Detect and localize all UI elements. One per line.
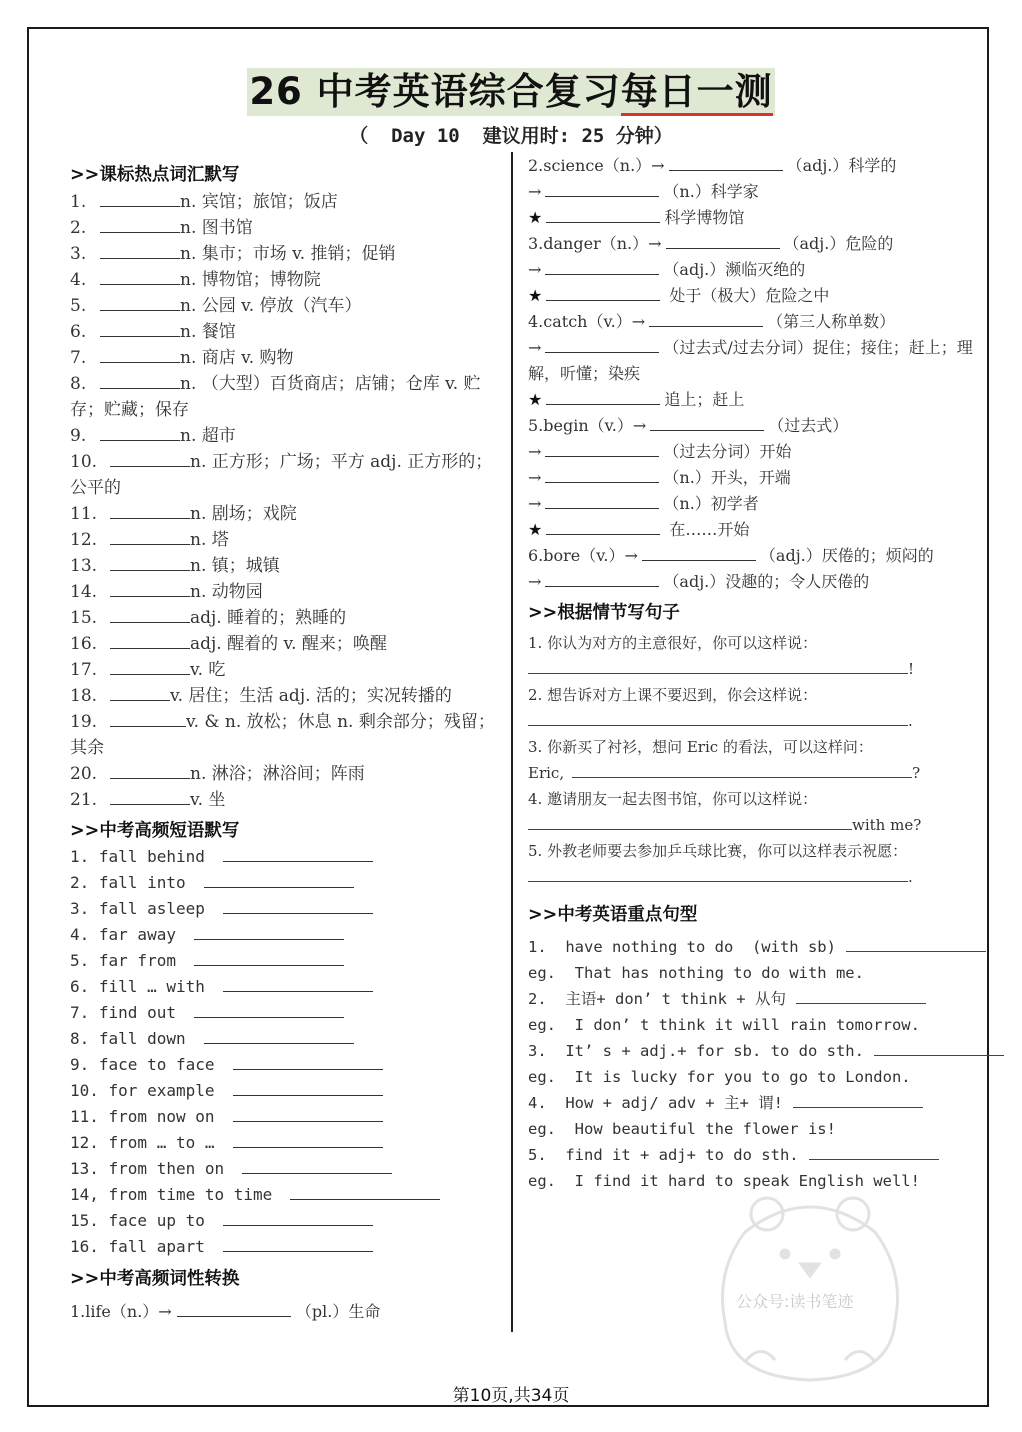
- pattern-line: [528, 934, 978, 960]
- vocab-meaning: n. 剧场；戏院: [190, 504, 297, 524]
- item-number: 10.: [70, 452, 98, 472]
- wordform-meaning: （n.）科学家: [663, 182, 759, 201]
- vocab-item: [70, 422, 502, 448]
- answer-blank[interactable]: [649, 308, 763, 327]
- wordform-meaning: （过去式）: [768, 416, 849, 435]
- phrase-text: 5. far from: [70, 951, 176, 970]
- vocab-item: [70, 760, 502, 786]
- item-number: 18.: [70, 686, 98, 706]
- watermark-text: 公众号:读书笔迹: [736, 1292, 854, 1311]
- item-number: 5.: [70, 296, 87, 316]
- star-icon: ★: [528, 286, 543, 305]
- wordform-stem: 4.catch（v.）→: [528, 312, 646, 331]
- answer-blank[interactable]: [223, 896, 373, 914]
- phrase-item: [70, 1052, 502, 1078]
- phrase-item: [70, 1182, 502, 1208]
- wordform-row: [528, 542, 978, 568]
- phrase-list: [70, 844, 502, 1260]
- wordform-row: [528, 386, 978, 412]
- answer-blank[interactable]: [642, 542, 756, 561]
- vocab-item: [70, 500, 502, 526]
- pattern-line: [528, 986, 978, 1012]
- sentence-tail: !: [908, 660, 915, 678]
- phrase-item: [70, 870, 502, 896]
- answer-blank[interactable]: [100, 344, 180, 363]
- vocab-meaning: n. 塔: [190, 530, 229, 550]
- vocab-meaning: n. 超市: [180, 426, 236, 446]
- wordform-stem: →: [528, 572, 542, 591]
- wordform-meaning: 在……开始: [664, 520, 750, 539]
- phrase-text: 15. face up to: [70, 1211, 205, 1230]
- wordform-row: [528, 282, 978, 308]
- phrase-item: [70, 1208, 502, 1234]
- phrase-text: 2. fall into: [70, 873, 186, 892]
- vocab-item: [70, 292, 502, 318]
- wordform-row: [528, 490, 978, 516]
- vocab-item: [70, 188, 502, 214]
- answer-blank[interactable]: [809, 1143, 939, 1160]
- answer-blank[interactable]: [545, 490, 659, 509]
- answer-blank[interactable]: [223, 844, 373, 862]
- answer-blank[interactable]: [110, 526, 190, 545]
- sentence-heading: >>根据情节写句子: [528, 603, 680, 623]
- phrase-item: [70, 1026, 502, 1052]
- vocab-meaning: n. 镇；城镇: [190, 556, 280, 576]
- answer-blank[interactable]: [100, 266, 180, 285]
- phrase-text: 7. find out: [70, 1003, 176, 1022]
- wordform-row: [528, 230, 978, 256]
- vocab-item: [70, 708, 502, 760]
- phrase-heading: >>中考高频短语默写: [70, 821, 240, 841]
- vocab-meaning: n. 淋浴；淋浴间；阵雨: [190, 764, 365, 784]
- right-column: [528, 152, 978, 1194]
- vocab-meaning: n. 公园 v. 停放（汽车）: [180, 296, 362, 316]
- answer-blank[interactable]: [545, 334, 659, 353]
- wordform-stem: →: [528, 260, 542, 279]
- star-icon: ★: [528, 208, 543, 227]
- answer-blank[interactable]: [546, 204, 660, 223]
- answer-blank[interactable]: [100, 370, 180, 389]
- item-number: 6.: [70, 322, 87, 342]
- answer-blank[interactable]: [223, 1208, 373, 1226]
- vocab-meaning: n. 宾馆；旅馆；饭店: [180, 192, 338, 212]
- answer-blank[interactable]: [100, 318, 180, 337]
- answer-blank[interactable]: [546, 386, 660, 405]
- pattern-text: 2. 主语+ don’ t think + 从句: [528, 990, 786, 1008]
- pattern-text: 3. It’ s + adj.+ for sb. to do sth.: [528, 1042, 864, 1060]
- bear-watermark-icon: [705, 1192, 915, 1382]
- phrase-text: 9. face to face: [70, 1055, 215, 1074]
- sentence-prompt: 3. 你新买了衬衫，想问 Eric 的看法，可以这样问：: [528, 738, 873, 756]
- wordform-meaning: （adj.）没趣的；令人厌倦的: [663, 572, 870, 591]
- phrase-item: [70, 844, 502, 870]
- wordform-row: [528, 464, 978, 490]
- wordform-row: [70, 1298, 502, 1324]
- answer-blank[interactable]: [100, 240, 180, 259]
- item-number: 14.: [70, 582, 98, 602]
- item-number: 12.: [70, 530, 98, 550]
- vocab-meaning: n. 图书馆: [180, 218, 253, 238]
- phrase-item: [70, 974, 502, 1000]
- pattern-text: 1. have nothing to do (with sb): [528, 938, 836, 956]
- wordform-meaning: （adj.）危险的: [783, 234, 894, 253]
- answer-blank[interactable]: [874, 1039, 1004, 1056]
- wordform-stem: 6.bore（v.）→: [528, 546, 638, 565]
- answer-blank[interactable]: [233, 1104, 383, 1122]
- phrase-text: 10. for example: [70, 1081, 215, 1100]
- vocab-meaning: n. （大型）百货商店；店铺；仓库 v. 贮存；贮藏；保存: [70, 374, 481, 420]
- item-number: 21.: [70, 790, 98, 810]
- phrase-text: 1. fall behind: [70, 847, 205, 866]
- phrase-item: [70, 1104, 502, 1130]
- vocab-meaning: n. 商店 v. 购物: [180, 348, 294, 368]
- answer-blank[interactable]: [100, 292, 180, 311]
- answer-blank[interactable]: [545, 438, 659, 457]
- wordform-stem: →: [528, 182, 542, 201]
- vocab-item: [70, 318, 502, 344]
- item-number: 9.: [70, 426, 87, 446]
- answer-blank[interactable]: [528, 657, 908, 674]
- left-column: [70, 162, 502, 1324]
- answer-blank[interactable]: [110, 786, 190, 805]
- answer-blank[interactable]: [545, 178, 659, 197]
- wordform-meaning: （adj.）厌倦的；烦闷的: [759, 546, 934, 565]
- vocab-item: [70, 214, 502, 240]
- vocab-meaning: v. & n. 放松；休息 n. 剩余部分；残留；其余: [70, 712, 495, 758]
- star-icon: ★: [528, 520, 543, 539]
- wordform-meaning: （adj.）濒临灭绝的: [663, 260, 806, 279]
- wordform-heading: >>中考高频词性转换: [70, 1269, 240, 1289]
- vocab-list: [70, 188, 502, 812]
- title-highlight: 每日一测: [621, 71, 773, 116]
- item-number: 4.: [70, 270, 87, 290]
- answer-blank[interactable]: [650, 412, 764, 431]
- item-number: 3.: [70, 244, 87, 264]
- answer-blank[interactable]: [545, 464, 659, 483]
- vocab-meaning: adj. 醒着的 v. 醒来；唤醒: [190, 634, 387, 654]
- answer-blank[interactable]: [545, 568, 659, 587]
- item-number: 17.: [70, 660, 98, 680]
- wordform-meaning: （过去式/过去分词）捉住；接住；赶上；理解，听懂；染疾: [528, 338, 973, 383]
- answer-blank[interactable]: [110, 630, 190, 649]
- sentence-tail: .: [908, 868, 913, 886]
- wordform-stem: →: [528, 338, 542, 357]
- phrase-item: [70, 922, 502, 948]
- answer-blank[interactable]: [545, 256, 659, 275]
- answer-blank[interactable]: [194, 1000, 344, 1018]
- item-number: 16.: [70, 634, 98, 654]
- wordform-row: [528, 204, 978, 230]
- sentence-answer-line: [528, 760, 978, 786]
- phrase-text: 11. from now on: [70, 1107, 215, 1126]
- answer-blank[interactable]: [846, 935, 986, 952]
- answer-blank[interactable]: [572, 761, 912, 778]
- answer-blank[interactable]: [666, 230, 780, 249]
- wordform-meaning: 追上；赶上: [664, 390, 745, 409]
- sentence-answer-line: [528, 864, 978, 890]
- answer-blank[interactable]: [110, 760, 190, 779]
- wordform-stem: 1.life（n.）→: [70, 1302, 172, 1321]
- sentence-answer-line: [528, 708, 978, 734]
- pattern-text: 5. find it + adj+ to do sth.: [528, 1146, 799, 1164]
- pattern-line: [528, 1090, 978, 1116]
- answer-blank[interactable]: [110, 604, 190, 623]
- answer-blank[interactable]: [233, 1078, 383, 1096]
- item-number: 7.: [70, 348, 87, 368]
- vocab-item: [70, 578, 502, 604]
- wordform-row: [528, 308, 978, 334]
- answer-blank[interactable]: [100, 214, 180, 233]
- wordform-stem: 3.danger（n.）→: [528, 234, 662, 253]
- wordform-row: [528, 516, 978, 542]
- phrase-text: 8. fall down: [70, 1029, 186, 1048]
- star-icon: ★: [528, 390, 543, 409]
- wordform-meaning: （adj.）科学的: [786, 156, 897, 175]
- vocab-item: [70, 682, 502, 708]
- answer-blank[interactable]: [194, 922, 344, 940]
- answer-blank[interactable]: [204, 1026, 354, 1044]
- vocab-meaning: v. 居住；生活 adj. 活的；实况转播的: [170, 686, 452, 706]
- wordform-stem: 2.science（n.）→: [528, 156, 665, 175]
- title-bar: [0, 68, 1022, 116]
- answer-blank[interactable]: [110, 578, 190, 597]
- sentence-list: [528, 630, 978, 890]
- answer-blank[interactable]: [204, 870, 354, 888]
- answer-blank[interactable]: [110, 656, 190, 675]
- wordform-row: [528, 334, 978, 386]
- item-number: 13.: [70, 556, 98, 576]
- vocab-item: [70, 552, 502, 578]
- answer-blank[interactable]: [110, 448, 190, 467]
- phrase-item: [70, 1130, 502, 1156]
- wordform-row: [528, 178, 978, 204]
- sentence-tail: .: [908, 712, 913, 730]
- vocab-item: [70, 370, 502, 422]
- pattern-example: eg. I find it hard to speak English well!: [528, 1172, 920, 1190]
- wordform-meaning: （pl.）生命: [295, 1302, 381, 1321]
- sentence-answer-line: [528, 656, 978, 682]
- title-main: 26 中考英语综合复习: [249, 70, 621, 113]
- wordform-meaning: 科学博物馆: [664, 208, 745, 227]
- vocab-meaning: v. 坐: [190, 790, 226, 810]
- wordform-stem: →: [528, 442, 542, 461]
- page-number: 第10页,共34页: [452, 1386, 570, 1406]
- vocab-meaning: n. 正方形；广场；平方 adj. 正方形的；公平的: [70, 452, 493, 498]
- wordform-row: [528, 438, 978, 464]
- wordform-meaning: 处于（极大）危险之中: [664, 286, 830, 305]
- answer-blank[interactable]: [796, 987, 926, 1004]
- wordform-meaning: （过去分词）开始: [663, 442, 792, 461]
- wordform-row: [528, 256, 978, 282]
- vocab-heading: >>课标热点词汇默写: [70, 165, 240, 185]
- vocab-item: [70, 240, 502, 266]
- phrase-item: [70, 1156, 502, 1182]
- answer-blank[interactable]: [233, 1052, 383, 1070]
- wordform-stem: →: [528, 494, 542, 513]
- pattern-line: [528, 1038, 978, 1064]
- phrase-text: 6. fill … with: [70, 977, 205, 996]
- pattern-example: eg. That has nothing to do with me.: [528, 964, 864, 982]
- wordform-meaning: （第三人称单数）: [767, 312, 896, 331]
- item-number: 11.: [70, 504, 98, 524]
- vocab-item: [70, 344, 502, 370]
- sentence-answer-line: [528, 812, 978, 838]
- phrase-text: 12. from … to …: [70, 1133, 215, 1152]
- vocab-meaning: n. 博物馆；博物院: [180, 270, 321, 290]
- sentence-prompt: 2. 想告诉对方上课不要迟到，你会这样说：: [528, 686, 818, 704]
- wordform-row: [528, 412, 978, 438]
- phrase-text: 4. far away: [70, 925, 176, 944]
- answer-blank[interactable]: [110, 682, 170, 701]
- vocab-item: [70, 526, 502, 552]
- answer-blank[interactable]: [528, 865, 908, 882]
- answer-blank[interactable]: [546, 516, 660, 535]
- answer-blank[interactable]: [528, 709, 908, 726]
- phrase-text: 13. from then on: [70, 1159, 225, 1178]
- vocab-meaning: n. 餐馆: [180, 322, 236, 342]
- answer-blank[interactable]: [110, 500, 190, 519]
- pattern-heading: >>中考英语重点句型: [528, 905, 698, 925]
- answer-blank[interactable]: [793, 1091, 923, 1108]
- pattern-text: 4. How + adj/ adv + 主+ 谓!: [528, 1094, 783, 1112]
- page-title: [247, 68, 774, 116]
- vocab-item: [70, 604, 502, 630]
- answer-blank[interactable]: [669, 152, 783, 171]
- wordform-meaning: （n.）初学者: [663, 494, 759, 513]
- phrase-text: 14, from time to time: [70, 1185, 273, 1204]
- sentence-prompt: 5. 外教老师要去参加乒乓球比赛，你可以这样表示祝愿：: [528, 842, 908, 860]
- phrase-item: [70, 948, 502, 974]
- item-number: 15.: [70, 608, 98, 628]
- wordform-stem: →: [528, 468, 542, 487]
- item-number: 19.: [70, 712, 98, 732]
- answer-blank[interactable]: [223, 974, 373, 992]
- pattern-example: eg. It is lucky for you to go to London.: [528, 1068, 911, 1086]
- phrase-item: [70, 896, 502, 922]
- wordform-meaning: （n.）开头，开端: [663, 468, 791, 487]
- vocab-meaning: n. 集市；市场 v. 推销；促销: [180, 244, 396, 264]
- wordform-row: [528, 152, 978, 178]
- answer-blank[interactable]: [100, 188, 180, 207]
- answer-blank[interactable]: [223, 1234, 373, 1252]
- vocab-item: [70, 656, 502, 682]
- sentence-prompt: 4. 邀请朋友一起去图书馆，你可以这样说：: [528, 790, 818, 808]
- sentence-tail: with me?: [852, 816, 922, 834]
- sentence-lead: Eric,: [528, 764, 565, 782]
- vocab-meaning: adj. 睡着的；熟睡的: [190, 608, 347, 628]
- wordform-row: [528, 568, 978, 594]
- phrase-item: [70, 1234, 502, 1260]
- item-number: 1.: [70, 192, 87, 212]
- sentence-prompt: 1. 你认为对方的主意很好，你可以这样说：: [528, 634, 818, 652]
- item-number: 8.: [70, 374, 87, 394]
- page-subtitle: （ Day 10 建议用时: 25 分钟）: [349, 125, 673, 147]
- wordform-stem: 5.begin（v.）→: [528, 416, 647, 435]
- answer-blank[interactable]: [233, 1130, 383, 1148]
- answer-blank[interactable]: [290, 1182, 440, 1200]
- item-number: 20.: [70, 764, 98, 784]
- answer-blank[interactable]: [546, 282, 660, 301]
- vocab-item: [70, 448, 502, 500]
- answer-blank[interactable]: [100, 422, 180, 441]
- answer-blank[interactable]: [110, 552, 190, 571]
- column-divider: [511, 152, 513, 1332]
- answer-blank[interactable]: [528, 813, 852, 830]
- phrase-text: 3. fall asleep: [70, 899, 205, 918]
- wordform-list: [528, 152, 978, 594]
- sentence-tail: ?: [912, 764, 921, 782]
- pattern-example: eg. How beautiful the flower is!: [528, 1120, 836, 1138]
- phrase-item: [70, 1000, 502, 1026]
- vocab-item: [70, 786, 502, 812]
- item-number: 2.: [70, 218, 87, 238]
- phrase-item: [70, 1078, 502, 1104]
- answer-blank[interactable]: [110, 708, 186, 727]
- pattern-line: [528, 1142, 978, 1168]
- vocab-meaning: v. 吃: [190, 660, 226, 680]
- vocab-item: [70, 630, 502, 656]
- answer-blank[interactable]: [177, 1298, 291, 1317]
- phrase-text: 16. fall apart: [70, 1237, 205, 1256]
- vocab-meaning: n. 动物园: [190, 582, 263, 602]
- answer-blank[interactable]: [194, 948, 344, 966]
- vocab-item: [70, 266, 502, 292]
- pattern-example: eg. I don’ t think it will rain tomorrow.: [528, 1016, 920, 1034]
- pattern-list: [528, 934, 978, 1194]
- answer-blank[interactable]: [242, 1156, 392, 1174]
